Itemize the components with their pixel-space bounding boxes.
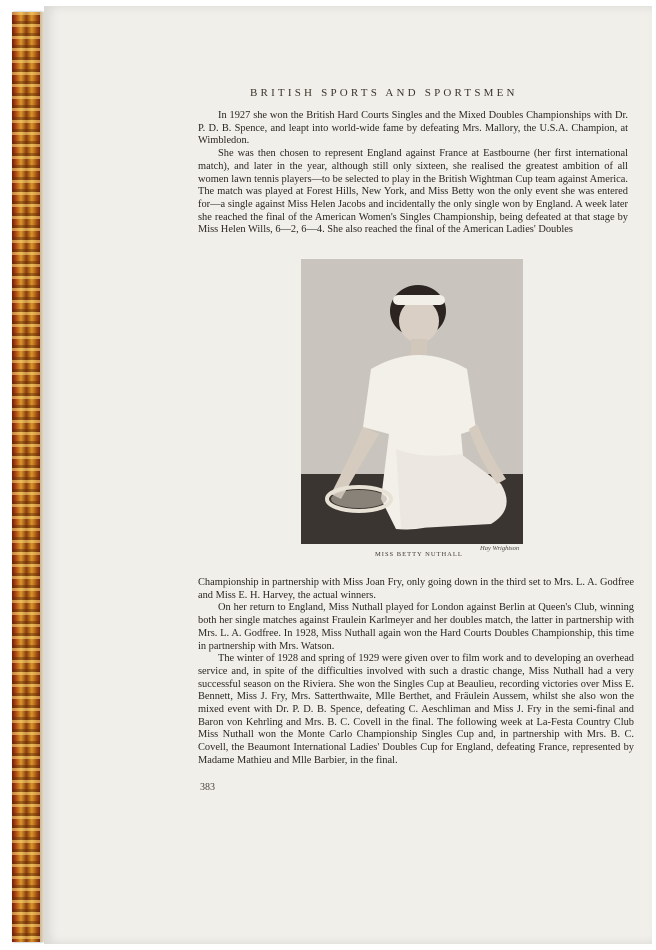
photo-credit: Hay Wrightson [480, 545, 520, 552]
paragraph: Championship in partnership with Miss Joan Fry, only going down in the third set to Mrs. L. A. Godfree and Miss E. H. Harvey, the actual winners. [198, 577, 634, 601]
paragraph: She was then chosen to represent England against France at Eastbourne (her first international match), and later in the year, although still only sixteen, she realised the greatest ambition of all women lawn tennis players—to be selected to play in the British Wightman Cup team against America. The match was played at Forest Hills, New York, and Miss Betty won the only event she was entered for—a single against Miss Helen Jacobs and incidentally the only single won by England. A week later she reached the final of the American Women's Singles Championship, being defeated at that stage by Miss Helen Wills, 6—2, 6—4. She also reached the final of the American Ladies' Doubles [198, 148, 628, 236]
top-text-block [198, 110, 628, 237]
paragraph: The winter of 1928 and spring of 1929 were given over to film work and to developing an overhead service and, in spite of the difficulties involved with such a drastic change, Miss Nuthall had a very successful season on the Riviera. She won the Singles Cup at Beaulieu, recording victories over Miss E. Bennett, Miss J. Fry, Mrs. Satterthwaite, Mlle Berthet, and Fräulein Aussem, whilst she also won the mixed event with Dr. P. D. B. Spence, defeating C. Aeschliman and Miss J. Fry in the semi-final and Baron von Kehrling and Mrs. B. C. Covell in the final. The following week at La-Festa Country Club Miss Nuthall won the Monte Carlo Championship Singles Cup and, in partnership with Mrs. B. C. Covell, the Beaumont International Ladies' Doubles Cup for England, defeating France, represented by Madame Mathieu and Mlle Barbier, in the final. [198, 653, 634, 766]
paragraph: In 1927 she won the British Hard Courts Singles and the Mixed Doubles Championships with Dr. P. D. B. Spence, and leapt into world-wide fame by defeating Mrs. Mallory, the U.S.A. Champion, at Wimbledon. [198, 110, 628, 147]
bottom-text-block [198, 577, 634, 768]
book-spine [12, 12, 42, 942]
paragraph: On her return to England, Miss Nuthall played for London against Berlin at Queen's Club, winning both her single matches against Fraulein Karlmeyer and her doubles match, the latter in partnership with Mrs. L. A. Godfree. In 1928, Miss Nuthall again won the Hard Courts Doubles Championship, this time in partnership with Mrs. Watson. [198, 602, 634, 652]
portrait-photo [301, 259, 523, 544]
page-number: 383 [200, 782, 215, 793]
photo-caption: MISS BETTY NUTHALL [375, 551, 463, 558]
running-head: BRITISH SPORTS AND SPORTSMEN [250, 87, 518, 99]
